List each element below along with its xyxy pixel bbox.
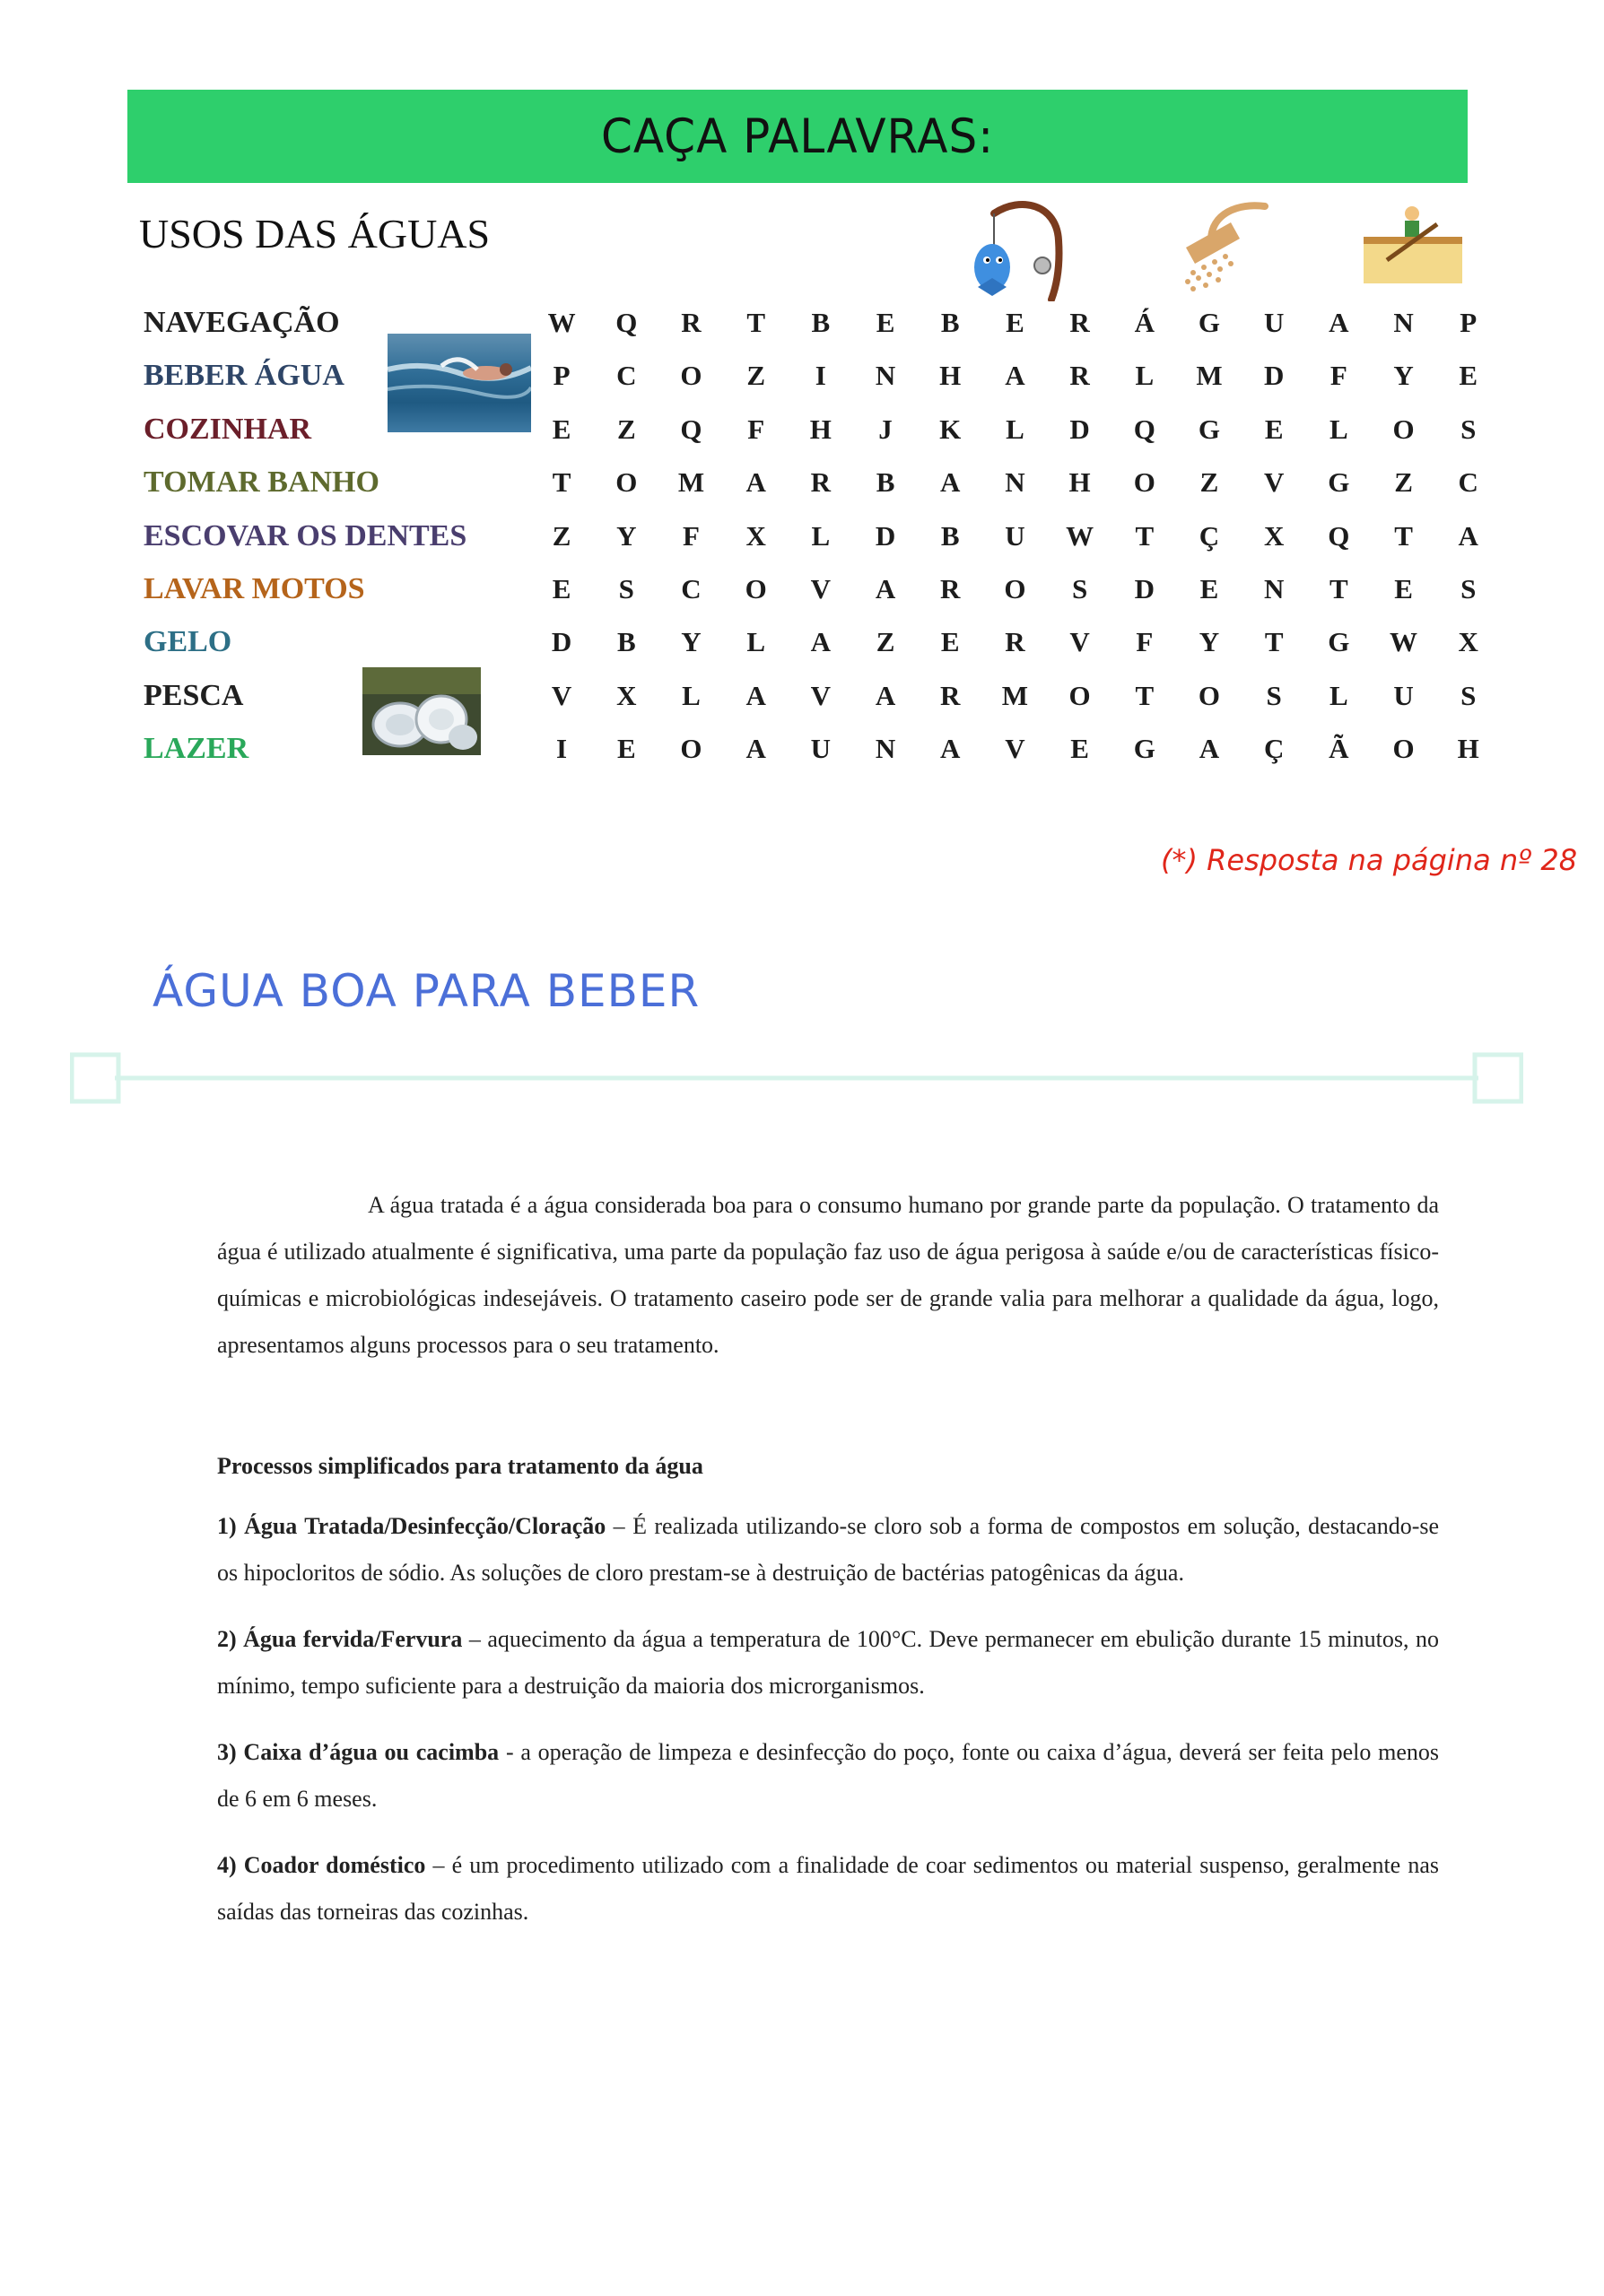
grid-letter: D: [875, 519, 896, 552]
grid-letter: P: [553, 360, 571, 392]
grid-letter: X: [616, 679, 637, 711]
fishing-rod-fish-icon: [958, 196, 1071, 301]
process-text: – É realizada utilizando-se cloro sob a forma de compostos em solução, destacando-se os hipocloritos de sódio. As soluções de cloro prestam-se à destruição de bactérias patogênicas da água.: [217, 1513, 1440, 1586]
grid-letter: B: [811, 307, 831, 338]
process-item: [217, 1616, 1439, 1709]
word-item: ESCOVAR OS DENTES: [144, 518, 467, 552]
grid-letter: Z: [616, 413, 636, 445]
grid-letter: K: [939, 413, 962, 445]
grid-letter: A: [745, 466, 766, 499]
grid-letter: M: [1001, 679, 1029, 711]
grid-letter: V: [1069, 626, 1090, 658]
grid-letter: X: [745, 519, 766, 552]
grid-letter: E: [552, 413, 571, 445]
grid-letter: L: [682, 679, 701, 711]
grid-letter: Z: [552, 519, 571, 552]
grid-letter: S: [1460, 572, 1477, 604]
grid-letter: G: [1328, 626, 1350, 658]
grid-letter: E: [1264, 413, 1284, 445]
title-banner: [127, 90, 1468, 183]
grid-letter: A: [745, 679, 766, 711]
grid-letter: Y: [1393, 360, 1414, 392]
process-item: [217, 1503, 1439, 1596]
grid-letter: N: [1393, 307, 1414, 338]
grid-letter: L: [1329, 413, 1348, 445]
article-body: [217, 1182, 1439, 1955]
grid-letter: D: [1134, 572, 1155, 604]
grid-letter: V: [1005, 733, 1025, 765]
grid-letter: R: [681, 307, 702, 338]
grid-letter: H: [1068, 466, 1091, 499]
grid-letter: Q: [680, 413, 702, 445]
grid-letter: O: [680, 733, 702, 765]
grid-letter: N: [875, 733, 896, 765]
grid-letter: A: [810, 626, 832, 658]
grid-letter: Ç: [1199, 519, 1220, 552]
grid-letter: O: [1392, 413, 1415, 445]
grid-letter: Q: [1133, 413, 1155, 445]
grid-letter: E: [1070, 733, 1089, 765]
grid-letter: L: [811, 519, 831, 552]
grid-letter: Z: [876, 626, 895, 658]
dishes-photo: [362, 667, 481, 755]
grid-letter: J: [878, 413, 893, 445]
process-title: 1) Água Tratada/Desinfecção/Cloração: [217, 1513, 606, 1539]
grid-letter: U: [1263, 307, 1285, 338]
grid-letter: W: [1066, 519, 1094, 552]
grid-letter: T: [1329, 572, 1348, 604]
grid-letter: L: [1135, 360, 1155, 392]
grid-letter: X: [1263, 519, 1285, 552]
grid-letter: A: [875, 572, 896, 604]
grid-letter: A: [745, 733, 766, 765]
word-item: COZINHAR: [144, 412, 312, 446]
intro-paragraph: A água tratada é a água considerada boa para o consumo humano por grande parte da população. O tratamento da água é utilizado atualmente é significativa, uma parte da população faz uso de água perigosa à saúde e/ou de características físico-químicas e microbiológicas indesejáveis. O tratamento caseiro pode ser de grande valia para melhorar a qualidade da água, logo, apresentamos alguns processos para o seu tratamento.: [217, 1192, 1439, 1358]
grid-letter: U: [1005, 519, 1025, 552]
grid-letter: Z: [1394, 466, 1413, 499]
grid-letter: B: [940, 307, 960, 338]
grid-letter: Z: [746, 360, 765, 392]
grid-letter: O: [745, 572, 767, 604]
answer-note: (*) Resposta na página nº 28: [1161, 843, 1578, 877]
grid-letter: P: [1460, 307, 1478, 338]
grid-letter: C: [681, 572, 702, 604]
grid-letter: E: [1459, 360, 1478, 392]
section-title: ÁGUA BOA PARA BEBER: [153, 965, 701, 1017]
grid-letter: T: [552, 466, 571, 499]
grid-letter: Q: [1328, 519, 1350, 552]
grid-letter: X: [1458, 626, 1478, 658]
grid-letter: Y: [1199, 626, 1220, 658]
page-title: CAÇA PALAVRAS:: [600, 109, 995, 164]
grid-letter: H: [809, 413, 832, 445]
grid-letter: S: [1266, 679, 1282, 711]
grid-letter: V: [1263, 466, 1285, 499]
grid-letter: I: [815, 360, 826, 392]
grid-letter: N: [1005, 466, 1025, 499]
grid-letter: E: [1394, 572, 1413, 604]
grid-letter: A: [940, 733, 961, 765]
grid-letter: I: [556, 733, 568, 765]
subtitle: USOS DAS ÁGUAS: [139, 211, 491, 257]
grid-letter: Ç: [1263, 733, 1285, 765]
grid-letter: O: [1392, 733, 1415, 765]
grid-letter: F: [683, 519, 700, 552]
grid-letter: Ã: [1329, 733, 1349, 765]
grid-letter: S: [618, 572, 634, 604]
grid-letter: G: [1198, 413, 1221, 445]
grid-letter: S: [1460, 413, 1477, 445]
grid-letter: O: [1068, 679, 1091, 711]
grid-letter: T: [1394, 519, 1413, 552]
grid-letter: E: [552, 572, 571, 604]
swimmer-photo: [388, 334, 531, 432]
grid-letter: U: [810, 733, 832, 765]
grid-letter: E: [940, 626, 960, 658]
process-item: [217, 1842, 1439, 1935]
grid-letter: Z: [1199, 466, 1219, 499]
grid-letter: R: [940, 679, 961, 711]
grid-letter: T: [1135, 679, 1155, 711]
grid-letter: A: [1329, 307, 1349, 338]
shower-head-icon: [1175, 196, 1276, 292]
grid-letter: O: [680, 360, 702, 392]
grid-letter: R: [810, 466, 832, 499]
process-text: – é um procedimento utilizado com a finalidade de coar sedimentos ou material suspenso, geralmente nas saídas das torneiras das cozinhas.: [217, 1852, 1439, 1925]
grid-letter: G: [1198, 307, 1221, 338]
word-item: LAZER: [144, 732, 249, 766]
grid-letter: H: [939, 360, 962, 392]
grid-letter: O: [1004, 572, 1026, 604]
grid-letter: V: [810, 679, 832, 711]
grid-letter: S: [1460, 679, 1477, 711]
grid-letter: R: [1069, 307, 1090, 338]
grid-letter: G: [1328, 466, 1350, 499]
grid-letter: R: [940, 572, 961, 604]
grid-letter: L: [1006, 413, 1024, 445]
grid-letter: F: [1329, 360, 1347, 392]
grid-letter: C: [616, 360, 637, 392]
grid-letter: T: [1135, 519, 1155, 552]
grid-letter: R: [1005, 626, 1025, 658]
process-text: - a operação de limpeza e desinfecção do poço, fonte ou caixa d’água, deverá ser feita pelo menos de 6 em 6 meses.: [217, 1739, 1440, 1812]
grid-letter: O: [1198, 679, 1221, 711]
grid-letter: T: [1264, 626, 1284, 658]
grid-letter: W: [547, 307, 576, 338]
grid-letter: D: [1069, 413, 1090, 445]
grid-letter: A: [875, 679, 896, 711]
grid-letter: E: [616, 733, 636, 765]
grid-letter: C: [1458, 466, 1478, 499]
grid-letter: T: [746, 307, 765, 338]
grid-letter: B: [616, 626, 636, 658]
grid-letter: V: [810, 572, 832, 604]
grid-letter: E: [1006, 307, 1024, 338]
grid-letter: V: [551, 679, 572, 711]
grid-letter: Á: [1134, 307, 1155, 338]
process-title: 3) Caixa d’água ou cacimba: [217, 1739, 500, 1765]
rowboat-icon: [1360, 197, 1466, 287]
grid-letter: Q: [615, 307, 638, 338]
grid-letter: O: [615, 466, 638, 499]
word-item: TOMAR BANHO: [144, 465, 379, 500]
grid-letter: B: [876, 466, 895, 499]
section-divider: [70, 1051, 1523, 1105]
grid-letter: M: [677, 466, 705, 499]
grid-letter: A: [1458, 519, 1478, 552]
grid-letter: A: [940, 466, 961, 499]
grid-letter: A: [1005, 360, 1025, 392]
grid-letter: B: [940, 519, 960, 552]
grid-letter: W: [1390, 626, 1418, 658]
grid-letter: O: [1133, 466, 1155, 499]
grid-letter: U: [1393, 679, 1414, 711]
grid-letter: Y: [681, 626, 702, 658]
processes-heading: Processos simplificados para tratamento da água: [217, 1453, 703, 1479]
process-title: 4) Coador doméstico: [217, 1852, 426, 1878]
word-item: BEBER ÁGUA: [144, 359, 344, 393]
grid-letter: M: [1196, 360, 1223, 392]
grid-letter: D: [1263, 360, 1285, 392]
grid-letter: D: [551, 626, 572, 658]
grid-letter: A: [1199, 733, 1220, 765]
grid-letter: F: [1136, 626, 1154, 658]
grid-letter: L: [746, 626, 765, 658]
grid-letter: S: [1071, 572, 1088, 604]
word-item: LAVAR MOTOS: [144, 571, 365, 605]
grid-letter: R: [1069, 360, 1090, 392]
word-item: GELO: [144, 625, 232, 659]
word-item: NAVEGAÇÃO: [144, 306, 340, 339]
grid-letter: N: [1263, 572, 1285, 604]
grid-letter: E: [876, 307, 895, 338]
word-search-grid: [529, 296, 1501, 776]
grid-letter: H: [1457, 733, 1479, 765]
grid-letter: E: [1199, 572, 1219, 604]
grid-letter: Y: [616, 519, 637, 552]
process-item: [217, 1729, 1439, 1822]
grid-letter: L: [1329, 679, 1348, 711]
process-title: 2) Água fervida/Fervura: [217, 1626, 463, 1652]
grid-letter: F: [747, 413, 765, 445]
process-text: – aquecimento da água a temperatura de 100°C. Deve permanecer em ebulição durante 15 minutos, no mínimo, tempo suficiente para a destruição da maioria dos microrganismos.: [217, 1626, 1439, 1699]
grid-letter: N: [875, 360, 896, 392]
grid-letter: G: [1133, 733, 1155, 765]
word-item: PESCA: [144, 678, 244, 712]
